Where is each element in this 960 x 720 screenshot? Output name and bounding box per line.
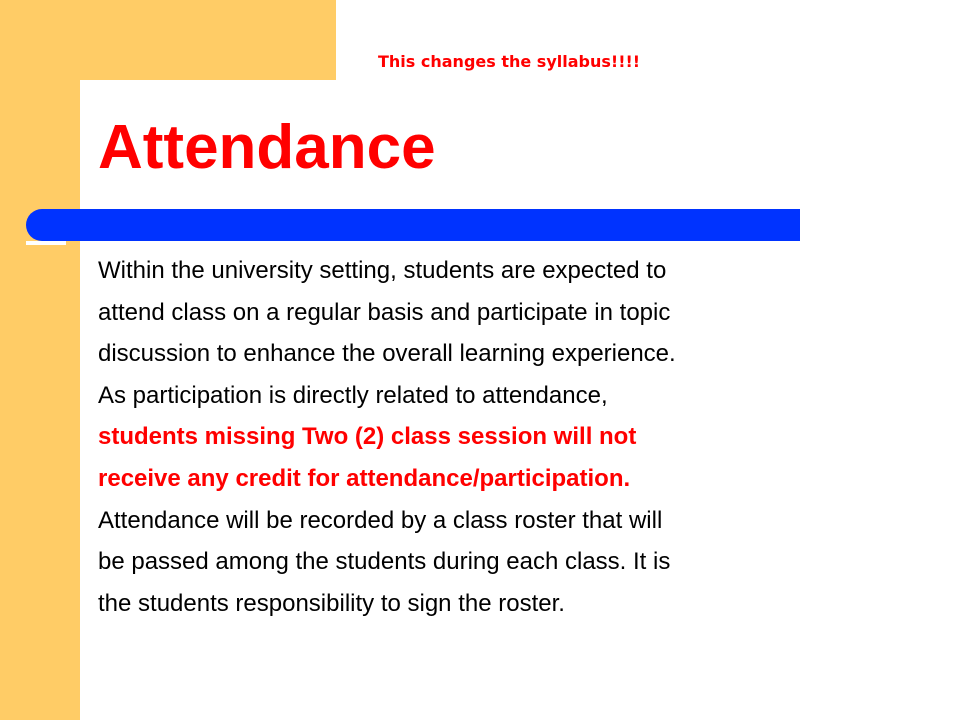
title-underline-bar [26,209,800,241]
body-line: Attendance will be recorded by a class roster that will [98,506,663,534]
body-line: attend class on a regular basis and participate in topic [98,298,671,326]
frame-top-band [0,0,336,80]
body-line: be passed among the students during each class. It is [98,548,671,576]
slide-body-text [98,250,938,624]
emphasis-line: students missing Two (2) class session will not [98,423,637,451]
title-bar-notch [26,241,66,245]
body-line: As participation is directly related to attendance, [98,381,608,409]
emphasis-line: receive any credit for attendance/participation. [98,464,631,492]
frame-left-band [0,0,80,720]
body-line: Within the university setting, students are expected to [98,257,667,284]
body-line: discussion to enhance the overall learning experience. [98,340,676,368]
slide-title: Attendance [98,113,436,182]
syllabus-note: This changes the syllabus!!!! [378,52,641,71]
body-line: the students responsibility to sign the roster. [98,589,565,617]
